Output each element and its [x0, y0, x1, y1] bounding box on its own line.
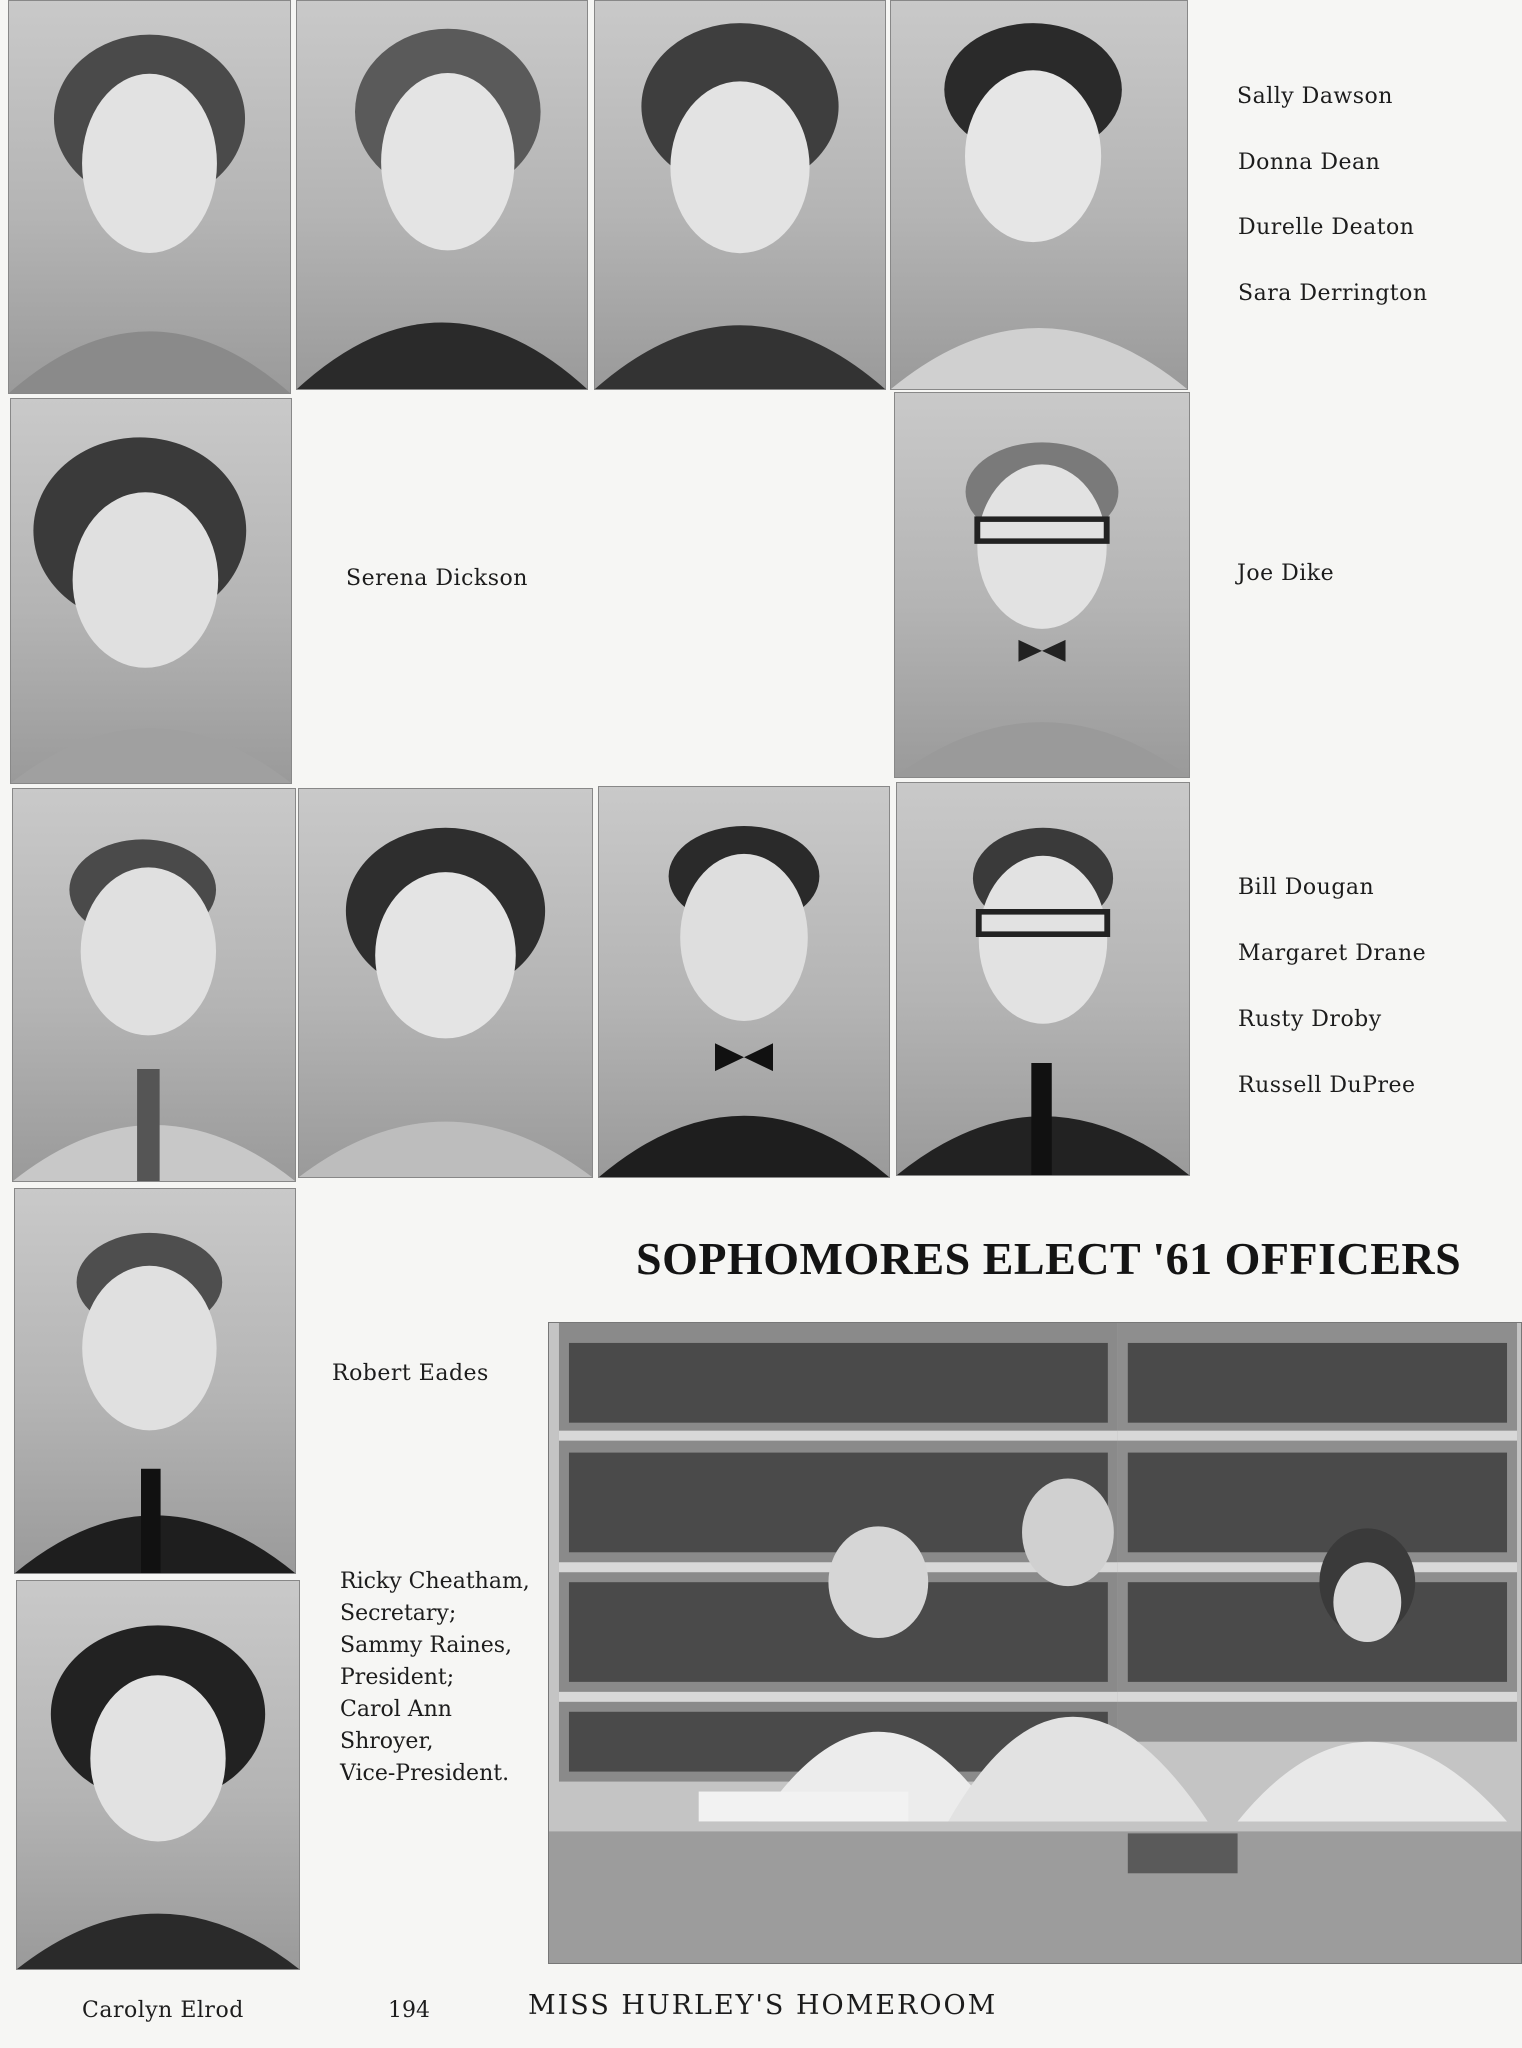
name-sara-derrington: Sara Derrington: [1238, 281, 1428, 306]
name-durelle-deaton: Durelle Deaton: [1238, 215, 1415, 240]
portrait-carolyn-elrod: [16, 1580, 300, 1970]
page-number: 194: [388, 1998, 430, 2023]
portrait-donna-dean: [296, 0, 588, 390]
caption-line: Carol Ann: [340, 1697, 452, 1722]
portrait-durelle-deaton: [594, 0, 886, 390]
portrait-serena-dickson: [10, 398, 292, 784]
name-margaret-drane: Margaret Drane: [1238, 941, 1427, 966]
headline: SOPHOMORES ELECT '61 OFFICERS: [636, 1233, 1462, 1284]
name-bill-dougan: Bill Dougan: [1238, 875, 1375, 900]
name-joe-dike: Joe Dike: [1237, 561, 1335, 586]
caption-line: Secretary;: [340, 1601, 457, 1626]
caption-line: President;: [340, 1665, 455, 1690]
officers-group-photo: [548, 1322, 1522, 1964]
portrait-rusty-droby: [598, 786, 890, 1178]
portrait-sally-dawson: [8, 0, 291, 394]
name-carolyn-elrod: Carolyn Elrod: [82, 1998, 244, 2023]
name-russell-dupree: Russell DuPree: [1238, 1073, 1416, 1098]
name-rusty-droby: Rusty Droby: [1238, 1007, 1382, 1032]
name-serena-dickson: Serena Dickson: [346, 566, 528, 591]
portrait-margaret-drane: [298, 788, 593, 1178]
portrait-bill-dougan: [12, 788, 296, 1182]
portrait-russell-dupree: [896, 782, 1190, 1176]
caption-line: Vice-President.: [340, 1761, 510, 1786]
name-sally-dawson: Sally Dawson: [1237, 84, 1393, 109]
caption-line: Shroyer,: [340, 1729, 434, 1754]
footer-title: MISS HURLEY'S HOMEROOM: [528, 1990, 998, 2021]
caption-line: Sammy Raines,: [340, 1633, 513, 1658]
name-robert-eades: Robert Eades: [332, 1361, 489, 1386]
portrait-robert-eades: [14, 1188, 296, 1574]
portrait-joe-dike: [894, 392, 1190, 778]
officers-caption: [340, 1566, 530, 1790]
portrait-sara-derrington: [890, 0, 1188, 390]
caption-line: Ricky Cheatham,: [340, 1569, 530, 1594]
name-donna-dean: Donna Dean: [1238, 150, 1381, 175]
